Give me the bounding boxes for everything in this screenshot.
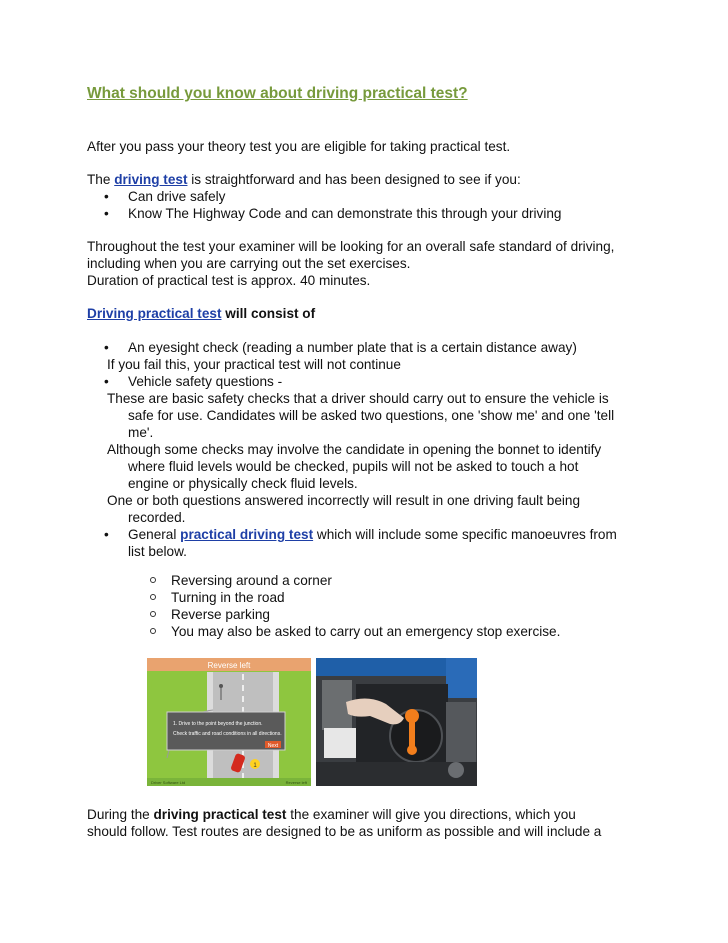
list-note: One or both questions answered incorrectly will result in one driving fault being bbox=[107, 493, 581, 508]
text: will consist of bbox=[221, 306, 316, 321]
paragraph-line: including when you are carrying out the set exercises. bbox=[87, 256, 411, 271]
list-note: engine or physically check fluid levels. bbox=[128, 476, 358, 491]
sub-list-item: You may also be asked to carry out an emergency stop exercise. bbox=[171, 624, 561, 639]
text: General bbox=[128, 527, 181, 542]
circle-bullet-icon bbox=[150, 594, 156, 600]
footer-left-text: Driver Software Ltd bbox=[151, 780, 186, 785]
list-note: safe for use. Candidates will be asked two questions, one 'show me' and one 'tell bbox=[128, 408, 615, 423]
circle-bullet-icon bbox=[150, 611, 156, 617]
dialog-next-button: Next bbox=[267, 743, 279, 749]
bullet-icon: • bbox=[104, 527, 109, 542]
circle-bullet-icon bbox=[150, 628, 156, 634]
driving-test-link[interactable]: driving test bbox=[114, 172, 188, 187]
bullet-icon: • bbox=[104, 340, 109, 355]
list-note: me'. bbox=[128, 425, 154, 440]
text: the examiner will give you directions, which you bbox=[286, 807, 576, 822]
sub-list-item: Reverse parking bbox=[171, 607, 270, 622]
list-note: These are basic safety checks that a driver should carry out to ensure the vehicle is bbox=[107, 391, 609, 406]
footer-right-text: Reverse left bbox=[285, 780, 307, 785]
simulator-illustration bbox=[147, 658, 311, 786]
list-item: An eyesight check (reading a number plate that is a certain distance away) bbox=[128, 340, 577, 355]
list-note: list below. bbox=[128, 544, 187, 559]
list-note: If you fail this, your practical test will not continue bbox=[107, 357, 401, 372]
sub-list-item: Reversing around a corner bbox=[171, 573, 332, 588]
closing-paragraph-line bbox=[87, 806, 576, 823]
list-note: Although some checks may involve the candidate in opening the bonnet to identify bbox=[107, 442, 602, 457]
list-item: Can drive safely bbox=[128, 189, 226, 204]
list-note: recorded. bbox=[128, 510, 186, 525]
bullet-icon: • bbox=[104, 206, 109, 221]
circle-bullet-icon bbox=[150, 577, 156, 583]
reverse-left-simulator-image bbox=[147, 658, 311, 786]
closing-paragraph-line: should follow. Test routes are designed to be as uniform as possible and will include a bbox=[87, 824, 602, 839]
list-item: Vehicle safety questions - bbox=[128, 374, 283, 389]
intro-paragraph: After you pass your theory test you are eligible for taking practical test. bbox=[87, 139, 511, 154]
sub-list-item: Turning in the road bbox=[171, 590, 285, 605]
driving-test-paragraph bbox=[87, 171, 521, 188]
dialog-line: Check traffic and road conditions in all directions. bbox=[173, 731, 282, 737]
bullet-icon: • bbox=[104, 189, 109, 204]
bold-text: driving practical test bbox=[153, 807, 287, 822]
list-item bbox=[128, 526, 617, 543]
engine-illustration bbox=[316, 658, 477, 786]
paragraph-line: Throughout the test your examiner will be looking for an overall safe standard of driving, bbox=[87, 239, 615, 254]
engine-bay-photo bbox=[316, 658, 477, 786]
paragraph-line: Duration of practical test is approx. 40 minutes. bbox=[87, 273, 371, 288]
list-item: Know The Highway Code and can demonstrate this through your driving bbox=[128, 206, 562, 221]
banner-text: Reverse left bbox=[207, 661, 251, 670]
text: is straightforward and has been designed to see if you: bbox=[187, 172, 521, 187]
practical-driving-test-link[interactable]: practical driving test bbox=[180, 527, 314, 542]
list-note: where fluid levels would be checked, pupils will not be asked to touch a hot bbox=[128, 459, 579, 474]
text: During the bbox=[87, 807, 154, 822]
driving-practical-test-link[interactable]: Driving practical test bbox=[87, 306, 222, 321]
page-title: What should you know about driving practical test? bbox=[87, 85, 468, 102]
section-heading bbox=[87, 305, 315, 322]
svg-text:1: 1 bbox=[253, 763, 257, 769]
bullet-icon: • bbox=[104, 374, 109, 389]
dialog-line: 1. Drive to the point beyond the junction. bbox=[173, 721, 263, 727]
text: The bbox=[87, 172, 115, 187]
text: which will include some specific manoeuvres from bbox=[313, 527, 617, 542]
